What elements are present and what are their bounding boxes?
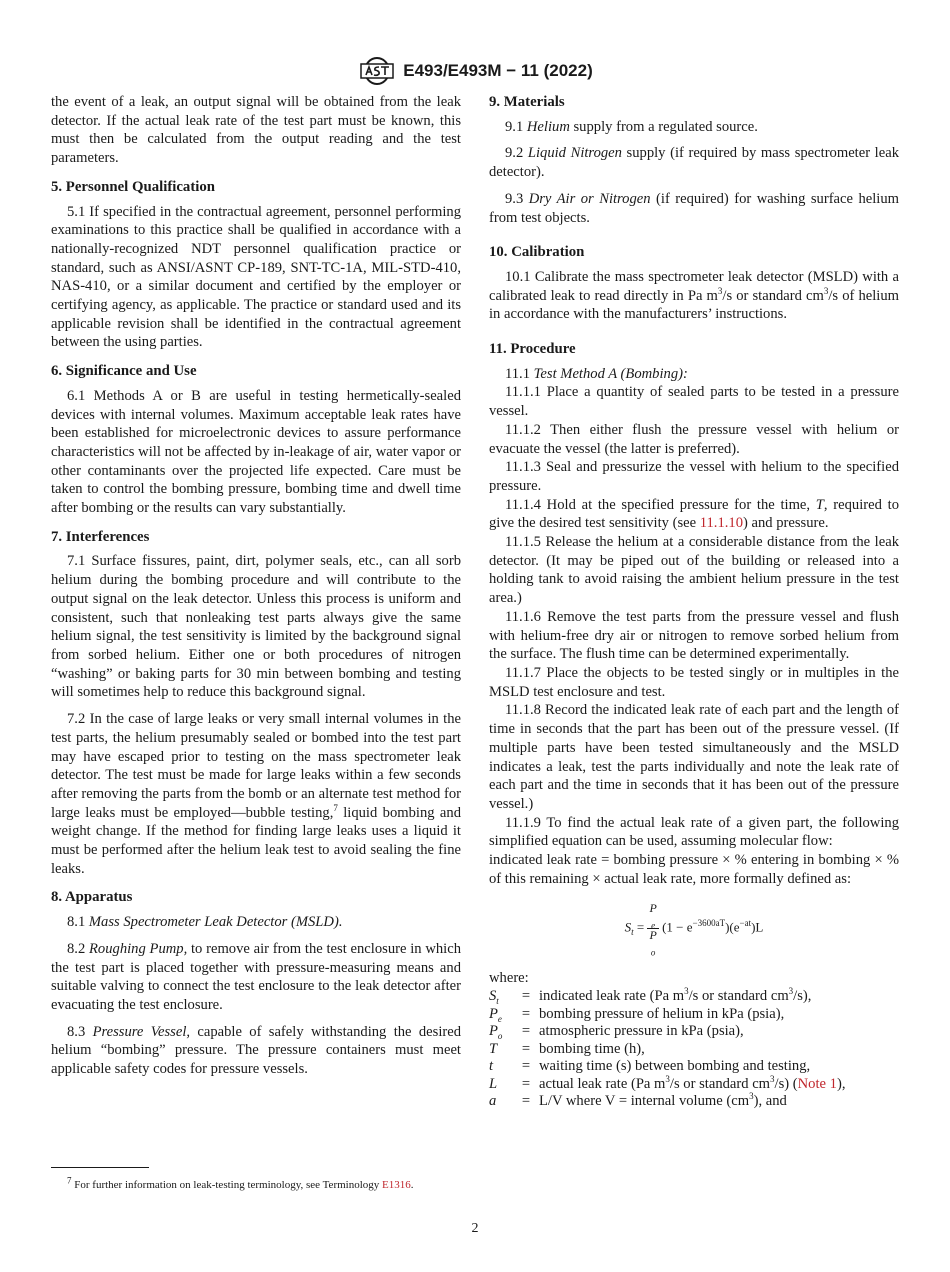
paragraph-11-1-3: 11.1.3 Seal and pressurize the vessel with helium to the specified pressure. [489, 459, 899, 494]
def-symbol: a [489, 1093, 497, 1110]
def-equals: = [521, 1005, 531, 1022]
def-text [539, 1073, 899, 1094]
equation-description: indicated leak rate = bombing pressure × % entering in bombing × % of this remaining × actual leak rate, more formally defined as: [489, 852, 899, 887]
eq-num-symbol: P [649, 901, 657, 916]
definition-row [489, 988, 899, 1006]
paragraph-7-2 [51, 710, 461, 878]
paragraph-8-3-number: 8.3 [67, 1023, 93, 1040]
paragraph-8-2-term: Roughing Pump, [89, 940, 188, 957]
def-text: waiting time (s) between bombing and testing, [539, 1058, 811, 1075]
link-e1316[interactable]: E1316 [382, 1179, 411, 1191]
paragraph-11-1 [489, 365, 899, 384]
paragraph-7-2-text-b: liquid bombing and weight change. If the method for finding large leaks uses a liquid it must be performed after the helium leak test to avoid sealing the fine leaks. [51, 804, 462, 877]
paragraph-9-2-text: supply (if required by mass spectrometer leak detector). [489, 145, 899, 181]
symbol-T: T [815, 496, 824, 513]
paragraph-9-3-text: (if required) for washing surface helium from test objects. [489, 190, 899, 226]
paragraph-8-1-number: 8.1 [67, 914, 89, 931]
where-label: where: [489, 970, 529, 987]
paragraph-11-1-number: 11.1 [505, 365, 534, 382]
section-9-heading: 9. Materials [489, 94, 565, 110]
def-text: bombing time (h), [539, 1040, 645, 1057]
superscript-3: 3 [823, 285, 829, 296]
paragraph-9-1-number: 9.1 [505, 118, 527, 135]
def-text-a: L/V where V = internal volume (cm [539, 1093, 750, 1110]
paragraph-9-1-text: supply from a regulated source. [569, 118, 758, 135]
paragraph-11-1-1: 11.1.1 Place a quantity of sealed parts to be tested in a pressure vessel. [489, 384, 899, 420]
paragraph-10-1-text-c: /s of helium in accordance with the manufacturers’ instructions. [489, 287, 899, 323]
paragraph-10-1 [489, 268, 899, 324]
eq-exponent-1: −3600aT [692, 918, 726, 929]
paragraph-11-1-4 [489, 496, 899, 533]
def-text-b: /s or standard cm [688, 988, 789, 1005]
paragraph-9-3-term: Dry Air or Nitrogen [528, 190, 651, 207]
superscript-3: 3 [770, 1073, 775, 1084]
paragraph-9-2-term: Liquid Nitrogen [527, 145, 622, 162]
def-symbol-sub: o [497, 1031, 503, 1042]
def-symbol-main: S [489, 988, 497, 1005]
paragraph-8-3 [51, 1023, 461, 1079]
paragraph-11-1-6: 11.1.6 Remove the test parts from the pressure vessel and flush with helium-free dry air or nitrogen to remove sorbed helium from the surface. The flush time can be determined experimentally. [489, 608, 899, 663]
def-text: bombing pressure of helium in kPa (psia), [539, 1005, 785, 1022]
def-text-c: /s) ( [774, 1075, 798, 1092]
variable-definitions [489, 988, 899, 1111]
section-6-heading: 6. Significance and Use [51, 363, 197, 380]
def-text-d: ), [836, 1075, 846, 1092]
superscript-3: 3 [788, 986, 794, 997]
def-text: atmospheric pressure in kPa (psia), [539, 1023, 744, 1040]
section-8-heading: 8. Apparatus [51, 889, 133, 906]
paragraph-11-1-4-text-c: ) and pressure. [743, 515, 829, 532]
paragraph-8-1-term: Mass Spectrometer Leak Detector (MSLD). [88, 914, 343, 931]
paragraph-9-3-number: 9.3 [505, 190, 529, 207]
leak-rate-equation [489, 901, 899, 958]
def-equals: = [521, 1023, 531, 1040]
paragraph-11-1-term: Test Method A (Bombing): [533, 365, 688, 382]
eq-equals: = [633, 919, 648, 935]
superscript-3: 3 [749, 1091, 754, 1102]
section-5-heading: 5. Personnel Qualification [51, 178, 215, 195]
paragraph-11-1-7: 11.1.7 Place the objects to be tested singly or in multiples in the MSLD test enclosure and test. [489, 664, 899, 700]
link-note-1[interactable]: Note 1 [797, 1075, 837, 1092]
paragraph-8-2-text: to remove air from the test enclosure in which the test part is placed together with pressure-measuring means and suitable valving to connect the test enclosure to the leak detector after evacuating the test enclosure. [51, 940, 461, 1013]
paragraph-11-1-9: 11.1.9 To find the actual leak rate of a given part, the following simplified equation can be used, assuming molecular flow: [489, 814, 899, 850]
def-symbol [489, 1006, 513, 1024]
document-code: E493/E493M − 11 (2022) [403, 61, 593, 80]
def-symbol: t [489, 1058, 494, 1075]
page-header [0, 56, 950, 86]
paragraph-7-2-text-a: 7.2 In the case of large leaks or very small internal volumes in the test parts, the helium presumably sealed or bombed into the test part may have escaped prior to testing on the mass spectrometer leak detector. The test must be made for large leaks within a few seconds after removing the parts from the bomb or an alternate test method for large leaks must be employed—bubble testing, [51, 711, 461, 821]
eq-part-1: (1 − e [662, 919, 693, 935]
definition-row [489, 1041, 899, 1059]
section-10-heading: 10. Calibration [489, 244, 585, 261]
definition-row [489, 1058, 899, 1076]
paragraph-11-1-4-text-a: 11.1.4 Hold at the specified pressure for the time, [505, 496, 816, 513]
eq-fraction [647, 901, 658, 958]
def-symbol: T [489, 1040, 498, 1057]
def-symbol [489, 1023, 513, 1041]
def-symbol-main: P [489, 1023, 498, 1040]
eq-num-sub: e [651, 920, 656, 931]
link-11-1-10[interactable]: 11.1.10 [699, 515, 743, 532]
eq-den-sub: o [650, 947, 656, 958]
paragraph-9-1-term: Helium [526, 118, 570, 135]
paragraph-8-2 [51, 940, 461, 1015]
paragraph-8-3-term: Pressure Vessel, [92, 1023, 191, 1040]
def-text-a: indicated leak rate (Pa m [539, 988, 685, 1005]
def-symbol-sub: e [497, 1013, 502, 1024]
paragraph-10-1-text-a: 10.1 Calibrate the mass spectrometer leak detector (MSLD) with a calibrated leak to read directly in Pa m [489, 268, 899, 304]
eq-lhs: S [624, 919, 632, 935]
def-text [539, 988, 899, 1006]
paragraph-11-1-4-text-b: , required to give the desired test sensitivity (see [489, 496, 900, 532]
definition-row [489, 1023, 899, 1041]
def-text [539, 1093, 899, 1111]
eq-den-symbol: P [649, 928, 657, 943]
def-equals: = [521, 1058, 531, 1075]
intro-paragraph: the event of a leak, an output signal will be obtained from the leak detector. If the actual leak rate of the test part must be known, this must then be calculated from the output reading and the test parameters. [51, 94, 461, 167]
def-symbol-main: P [489, 1005, 498, 1022]
paragraph-9-3 [489, 190, 899, 227]
def-text-a: actual leak rate (Pa m [539, 1075, 666, 1092]
paragraph-6-1: 6.1 Methods A or B are useful in testing hermetically-sealed devices with internal volumes. Maximum acceptable leak rates have been established for microelectronic devices to assure performance characteristics will not be affected by in-leakage of air, water vapor or other contaminants over the projected life expected. Care must be taken to control the bombing pressure, bombing time and dwell time after bombing or the results can vary substantially. [51, 387, 461, 517]
def-equals: = [521, 988, 531, 1005]
superscript-3: 3 [684, 986, 689, 997]
superscript-3: 3 [717, 285, 723, 296]
section-7-heading: 7. Interferences [51, 528, 150, 545]
paragraph-9-1 [489, 118, 899, 137]
paragraph-8-3-text: capable of safely withstanding the desired helium “bombing” pressure. The pressure containers must meet applicable safety codes for pressure vessels. [51, 1023, 462, 1078]
paragraph-9-2 [489, 144, 899, 181]
def-equals: = [521, 1040, 531, 1057]
def-equals: = [521, 1075, 531, 1092]
eq-exponent-2: −at [739, 918, 752, 929]
eq-part-3: )L [751, 919, 764, 935]
superscript-3: 3 [665, 1073, 670, 1084]
def-symbol [489, 988, 513, 1006]
paragraph-8-1 [51, 913, 461, 932]
page-number: 2 [471, 1221, 479, 1236]
paragraph-9-2-number: 9.2 [505, 145, 528, 162]
paragraph-11-1-8: 11.1.8 Record the indicated leak rate of each part and the length of time in seconds that the part has been out of the pressure vessel. (If multiple parts have been tested simultaneously and the MSLD indicates a leak, test the parts individually and note the leak rate of each part and the time in seconds that it has been out of the pressure vessel.) [489, 702, 899, 812]
definition-row [489, 1006, 899, 1024]
footnote-divider [51, 1167, 149, 1168]
paragraph-11-1-2: 11.1.2 Then either flush the pressure vessel with helium or evacuate the vessel (the latter is preferred). [489, 421, 899, 457]
footnote-ref-7[interactable]: 7 [333, 802, 338, 813]
paragraph-5-1: 5.1 If specified in the contractual agreement, personnel performing examinations to this practice shall be qualified in accordance with a nationally-recognized NDT personnel qualification practice or standard, such as ANSI/ASNT CP-189, SNT-TC-1A, MIL-STD-410, NAS-410, or a similar document and certified by the employer or certifying agency, as applicable. The practice or standard used and its applicable revision shall be identified in the contractual agreement between the using parties. [51, 203, 461, 351]
eq-lhs-sub: t [631, 927, 634, 938]
def-symbol: L [489, 1075, 498, 1092]
paragraph-11-1-5: 11.1.5 Release the helium at a considerable distance from the leak detector. (It may be piped out of the building or released into a holding tank to avoid raising the ambient helium pressure in the test area.) [489, 534, 899, 607]
paragraph-8-2-number: 8.2 [67, 940, 90, 957]
def-equals: = [521, 1093, 531, 1110]
right-column [489, 93, 899, 1111]
def-text-b: /s or standard cm [669, 1075, 771, 1092]
def-text-c: ), and [753, 1093, 787, 1110]
footnote-end: . [410, 1179, 414, 1191]
astm-logo-icon [357, 56, 397, 86]
section-11-heading: 11. Procedure [489, 341, 576, 358]
definition-row [489, 1093, 899, 1111]
paragraph-10-1-text-b: /s or standard cm [722, 287, 824, 304]
def-text-c: /s), [793, 988, 812, 1005]
footnote-number: 7 [67, 1175, 72, 1186]
footnote-text: For further information on leak-testing terminology, see Terminology [71, 1179, 383, 1191]
eq-part-2: )(e [725, 919, 740, 935]
def-symbol-sub: t [496, 996, 499, 1007]
eq-denominator [647, 928, 658, 958]
left-column [51, 93, 461, 1087]
definition-row [489, 1076, 899, 1094]
footnote-7 [51, 1175, 471, 1192]
paragraph-7-1: 7.1 Surface fissures, paint, dirt, polymer seals, etc., can all sorb helium during the bombing procedure and will contribute to the output signal on the leak detector. Unless this process is uniform and consistent, such that nonleaking test parts always give the same helium signal, the test sensitivity is limited by the background signal from sorbed helium. Either one or both procedures of nitrogen “washing” or baking parts for 30 min between bombing and testing will sometimes help to reduce this background signal. [51, 553, 461, 701]
eq-numerator [647, 902, 658, 929]
